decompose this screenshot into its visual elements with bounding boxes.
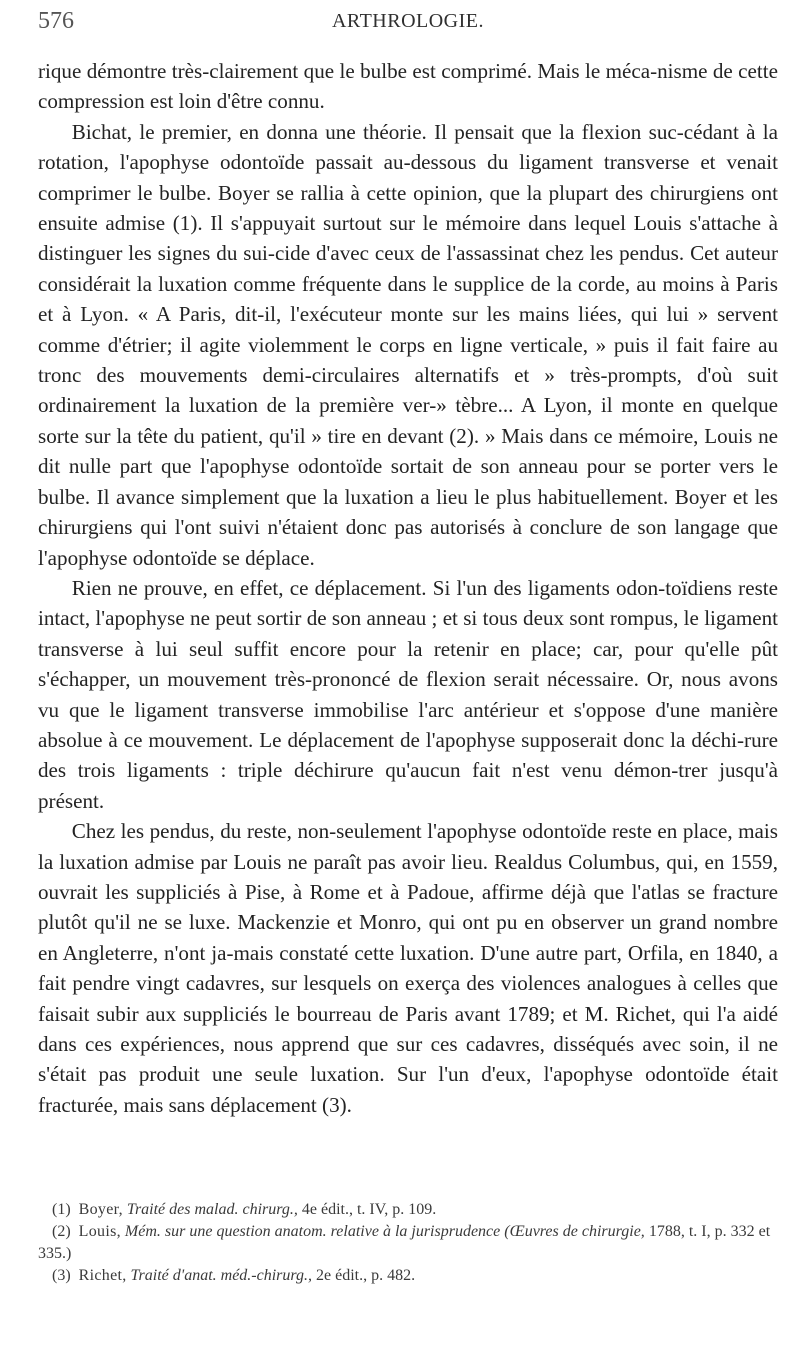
footnote-title: Mém. sur une question anatom. relative à la jurisprudence (Œuvres de chirurgie, [124, 1223, 645, 1240]
body-text [38, 56, 778, 1120]
paragraph-no-displacement: Rien ne prouve, en effet, ce déplacement. Si l'un des ligaments odon-toïdiens reste intact, l'apophyse ne peut sortir de son anneau ; et si tous deux sont rompus, le ligament transverse à lui seul suffit encore pour la retenir en place; car, pour qu'elle pût s'échapper, un mouvement très-prononcé de flexion serait nécessaire. Or, nous avons vu que le ligament transverse immobilise l'arc antérieur et s'oppose d'une manière absolue à ce mouvement. Le déplacement de l'apophyse supposerait donc la déchi-rure des trois ligaments : triple déchirure qu'aucun fait n'est venu démon-trer jusqu'à présent. [38, 575, 778, 813]
footnote-title: Traité d'anat. méd.-chirurg., [130, 1267, 313, 1284]
footnote-author: Richet, [78, 1267, 127, 1284]
running-head [38, 8, 778, 38]
paragraph-continuation: rique démontre très-clairement que le bulbe est comprimé. Mais le méca-nisme de cette compression est loin d'être connu. [38, 59, 778, 114]
page-number: 576 [38, 8, 74, 34]
footnote-2 [38, 1221, 778, 1265]
footnote-author: Louis, [78, 1223, 121, 1240]
footnote-title: Traité des malad. chirurg., [126, 1201, 298, 1218]
footnote-number: (2) [52, 1223, 71, 1240]
footnote-detail: 2e édit., p. 482. [316, 1267, 416, 1284]
running-title: ARTHROLOGIE. [331, 10, 484, 32]
footnote-3 [38, 1265, 778, 1287]
footnote-detail: 4e édit., t. IV, p. 109. [301, 1201, 437, 1218]
footnote-detail: 1788, t. I, p. 332 et 335.) [38, 1223, 771, 1262]
footnotes [38, 1199, 778, 1287]
footnote-author: Boyer, [78, 1201, 123, 1218]
paragraph-pendus: Chez les pendus, du reste, non-seulement l'apophyse odontoïde reste en place, mais la luxation admise par Louis ne paraît pas avoir lieu. Realdus Columbus, qui, en 1559, ouvrait les suppliciés à Pise, à Rome et à Padoue, affirme déjà que l'atlas se fracture plutôt qu'il ne se luxe. Mackenzie et Monro, qui ont pu en observer un grand nombre en Angleterre, n'ont ja-mais constaté cette luxation. D'une autre part, Orfila, en 1840, a fait pendre vingt cadavres, sur lesquels on exerça des violences analogues à celles que faisait subir aux suppliciés le bourreau de Paris avant 1789; et M. Richet, qui l'a aidé dans ces expériences, nous apprend que sur ces cadavres, disséqués avec soin, il ne s'était pas produit une seule luxation. Sur l'un d'eux, l'apophyse odontoïde était fracturée, mais sans déplacement (3). [38, 819, 778, 1117]
footnote-number: (3) [52, 1267, 71, 1284]
paragraph-bichat-theory: Bichat, le premier, en donna une théorie. Il pensait que la flexion suc-cédant à la rotation, l'apophyse odontoïde passait au-dessous du ligament transverse et venait comprimer le bulbe. Boyer se rallia à cette opinion, que la plupart des chirurgiens ont ensuite admise (1). Il s'appuyait surtout sur le mémoire dans lequel Louis s'attache à distinguer les signes du sui-cide d'avec ceux de l'assassinat chez les pendus. Cet auteur considérait la luxation comme fréquente dans le supplice de la corde, au moins à Paris et à Lyon. « A Paris, dit-il, l'exécuteur monte sur les mains liées, qui lui » servent comme d'étrier; il agite violemment le corps en ligne verticale, » puis il fait faire au tronc des mouvements demi-circulaires alternatifs et » très-prompts, d'où suit ordinairement la luxation de la première ver-» tèbre... A Lyon, il monte en quelque sorte sur la tête du patient, qu'il » tire en devant (2). » Mais dans ce mémoire, Louis ne dit nulle part que l'apophyse odontoïde sortait de son anneau pour se porter vers le bulbe. Il avance simplement que la luxation a lieu le plus habituellement. Boyer et les chirurgiens qui l'ont suivi n'étaient donc pas autorisés à conclure de son langage que l'apophyse odontoïde se déplace. [38, 119, 778, 570]
footnote-1 [38, 1199, 778, 1221]
footnote-number: (1) [52, 1201, 71, 1218]
